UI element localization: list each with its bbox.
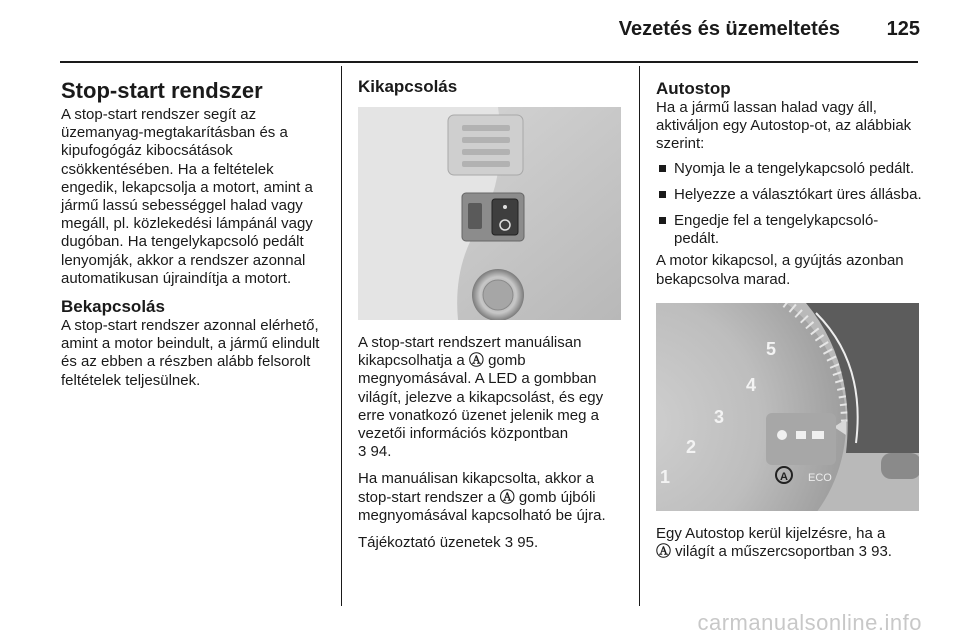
info-messages-reference: Tájékoztató üzenetek 3 95. [358, 534, 539, 552]
kikapcsolas-paragraph-1: A stop-start rendszert manuálisan kikapcsolhatja a Ⓐ gomb megnyomásával. A LED a gombban világít, jelezve a kikapcsolást, és egy erre vonatkozó üzenet jelenik meg a vezetői információs központban 3 94. [358, 334, 604, 461]
list-item: Engedje fel a tengelykapcsoló-pedált. [656, 212, 922, 248]
subheading-autostop: Autostop [656, 79, 731, 98]
intro-paragraph: A stop-start rendszer segít az üzemanyag-megtakarításban és a kipufogógáz kibocsátások csökkentésében. Ha a feltételek engedik, lekapcsolja a motort, amint a jármű lassú sebességgel halad vagy megáll, pl. közlekedési lámpánál vagy dugóban. Ha tengelykapcsoló pedált lenyomják, akkor a rendszer azonnal automatikusan újraindítja a motort. [61, 106, 313, 287]
watermark: carmanualsonline.info [697, 610, 922, 635]
stop-start-button-icon: Ⓐ [499, 488, 515, 506]
list-item: Helyezze a választókart üres állásba. [656, 186, 922, 204]
column-divider-2 [639, 66, 640, 606]
subheading-kikapcsolas: Kikapcsolás [358, 77, 458, 96]
cluster-number: 2 [686, 436, 697, 457]
autostop-indicator-icon: Ⓐ [656, 543, 672, 561]
column-1 [61, 74, 327, 399]
column-divider-1 [341, 66, 342, 606]
autostop-intro: Ha a jármű lassan halad vagy áll, aktiváljon egy Autostop-ot, az alábbiak szerint: [656, 99, 912, 153]
kikapcsolas-paragraph-2: Ha manuálisan kikapcsolta, akkor a stop-start rendszer a Ⓐ gomb újbóli megnyomásával kapcsolható be újra. [358, 470, 606, 524]
cluster-number: 4 [746, 374, 757, 395]
bekapcsolas-paragraph: A stop-start rendszer azonnal elérhető, amint a motor beindult, a jármű elindult és az ebben a részben alább felsorolt feltételek teljesülnek. [61, 317, 320, 389]
cluster-number: 3 [714, 406, 725, 427]
header-rule [60, 61, 918, 63]
page-number: 125 [886, 18, 920, 40]
cluster-caption: Egy Autostop kerül kijelzésre, ha a Ⓐ világít a műszercsoportban 3 93. [656, 524, 892, 561]
list-item: Nyomja le a tengelykapcsoló pedált. [656, 160, 922, 178]
column-3 [656, 79, 922, 570]
subheading-bekapcsolas: Bekapcsolás [61, 297, 165, 317]
header-title: Vezetés és üzemeltetés [618, 18, 840, 40]
switch-photo [358, 107, 621, 320]
column-2 [358, 77, 623, 561]
eco-label: ECO [808, 471, 832, 484]
cluster-number: 5 [766, 338, 777, 359]
stop-start-button-icon: Ⓐ [468, 352, 484, 370]
svg-text:A: A [780, 470, 788, 483]
cluster-number: 1 [660, 466, 671, 487]
page-reference: 3 94. [358, 443, 392, 461]
cluster-photo [656, 303, 919, 511]
section-heading-stop-start: Stop-start rendszer [61, 78, 263, 103]
autostop-result: A motor kikapcsol, a gyújtás azonban bekapcsolva marad. [656, 252, 904, 288]
autostop-steps [656, 160, 922, 249]
